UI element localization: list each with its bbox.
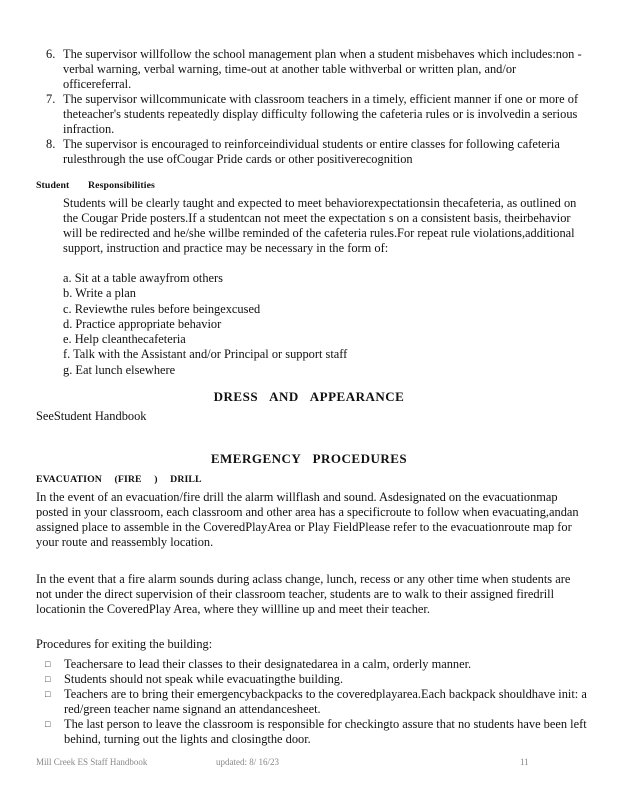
list-item: g. Eat lunch elsewhere bbox=[63, 362, 176, 377]
bullet-icon: □ bbox=[45, 718, 51, 729]
list-item: □ Students should not speak while evacuatingthe building. bbox=[45, 671, 344, 686]
consequence-list bbox=[63, 271, 347, 378]
footer-page-number: 11 bbox=[520, 757, 529, 767]
emergency-heading: EMERGENCY PROCEDURES bbox=[210, 451, 408, 466]
list-item: □ The last person to leave the classroom is responsible for checkingto assure that no students have been left behind, turning out the lights and closingthe door. bbox=[45, 716, 587, 746]
footer-title: Mill Creek ES Staff Handbook bbox=[36, 757, 148, 767]
list-item-text: The supervisor is encouraged to reinforceindividual students or entire classes for following cafeteria rulesthrough the use ofCougar Pride cards or other positiverecognition bbox=[63, 137, 560, 166]
list-item: 8. The supervisor is encouraged to reinforceindividual students or entire classes for following cafeteria rulesthrough the use ofCougar Pride cards or other positiverecognition bbox=[46, 137, 560, 166]
exit-procedures-list bbox=[45, 657, 590, 746]
list-item: 6. The supervisor willfollow the school management plan when a student misbehaves which includes:non -verbal warning, verbal warning, time-out at another table withverbal or written plan, and/or officereferral. bbox=[46, 47, 582, 91]
student-heading-right: Responsibilities bbox=[88, 180, 155, 191]
bullet-icon: □ bbox=[45, 673, 51, 684]
list-item: b. Write a plan bbox=[63, 286, 136, 301]
supervisor-rules-list bbox=[46, 47, 586, 167]
list-item: c. Reviewthe rules before beingexcused bbox=[63, 301, 261, 316]
bullet-icon: □ bbox=[45, 659, 51, 669]
footer-updated: updated: 8/ 16/23 bbox=[216, 757, 279, 767]
list-item-text: The supervisor willcommunicate with classroom teachers in a timely, efficient manner if one or more of theteacher's students repeatedly display difficulty following the cafeteria rules or is involvedin a serious infraction. bbox=[63, 92, 579, 136]
evacuation-paragraph-2: In the event that a fire alarm sounds during aclass change, lunch, recess or any other time when students are not under the direct supervision of their classroom teacher, students are to walk to their assigned firedrill locationin the CoveredPlay Area, where they willline up and meet their teacher. bbox=[36, 572, 571, 616]
student-responsibilities-paragraph: Students will be clearly taught and expected to meet behaviorexpectationsin thecafeteria, as outlined on the Cougar Pride posters.If a studentcan not meet the expectation s on a consistent basis, theirbehavior will be redirected and he/she willbe reminded of the cafeteria rules.For repeat rule violations,additional support, instruction and practice may be necessary in the form of: bbox=[63, 196, 577, 255]
dress-heading: DRESS AND APPEARANCE bbox=[213, 389, 405, 404]
list-item: 7. The supervisor willcommunicate with classroom teachers in a timely, efficient manner if one or more of theteacher's students repeatedly display difficulty following the cafeteria rules or is involvedin a serious infraction. bbox=[46, 92, 579, 136]
bullet-icon: □ bbox=[45, 688, 51, 699]
list-item-text: The supervisor willfollow the school management plan when a student misbehaves which includes:non -verbal warning, verbal warning, time-out at another table withverbal or written plan, and/or officereferral. bbox=[63, 47, 582, 91]
list-item: □ Teachers are to bring their emergencybackpacks to the coveredplayarea.Each backpack shouldhave init: a red/green teacher name signand an attendancesheet. bbox=[45, 686, 587, 716]
list-item: □ Teachersare to lead their classes to their designatedarea in a calm, orderly manner. bbox=[45, 657, 472, 671]
evacuation-paragraph-1: In the event of an evacuation/fire drill the alarm willflash and sound. Asdesignated on the evacuationmap posted in your classroom, each classroom and other area has a specificroute to follow when evacuating,andan assigned place to assemble in the CoveredPlayArea or Play FieldPlease refer to the evacuationroute map for your route and reassembly location. bbox=[36, 490, 579, 549]
list-item: d. Practice appropriate behavior bbox=[63, 316, 222, 331]
dress-text: SeeStudent Handbook bbox=[36, 409, 147, 423]
list-item: e. Help cleanthecafeteria bbox=[63, 332, 186, 347]
evacuation-heading: EVACUATION (FIRE ) DRILL bbox=[36, 474, 202, 485]
procedures-intro: Procedures for exiting the building: bbox=[36, 637, 213, 651]
list-item: f. Talk with the Assistant and/or Principal or support staff bbox=[63, 347, 348, 362]
list-item: a. Sit at a table awayfrom others bbox=[63, 271, 223, 285]
student-heading-left: Student bbox=[36, 180, 70, 191]
